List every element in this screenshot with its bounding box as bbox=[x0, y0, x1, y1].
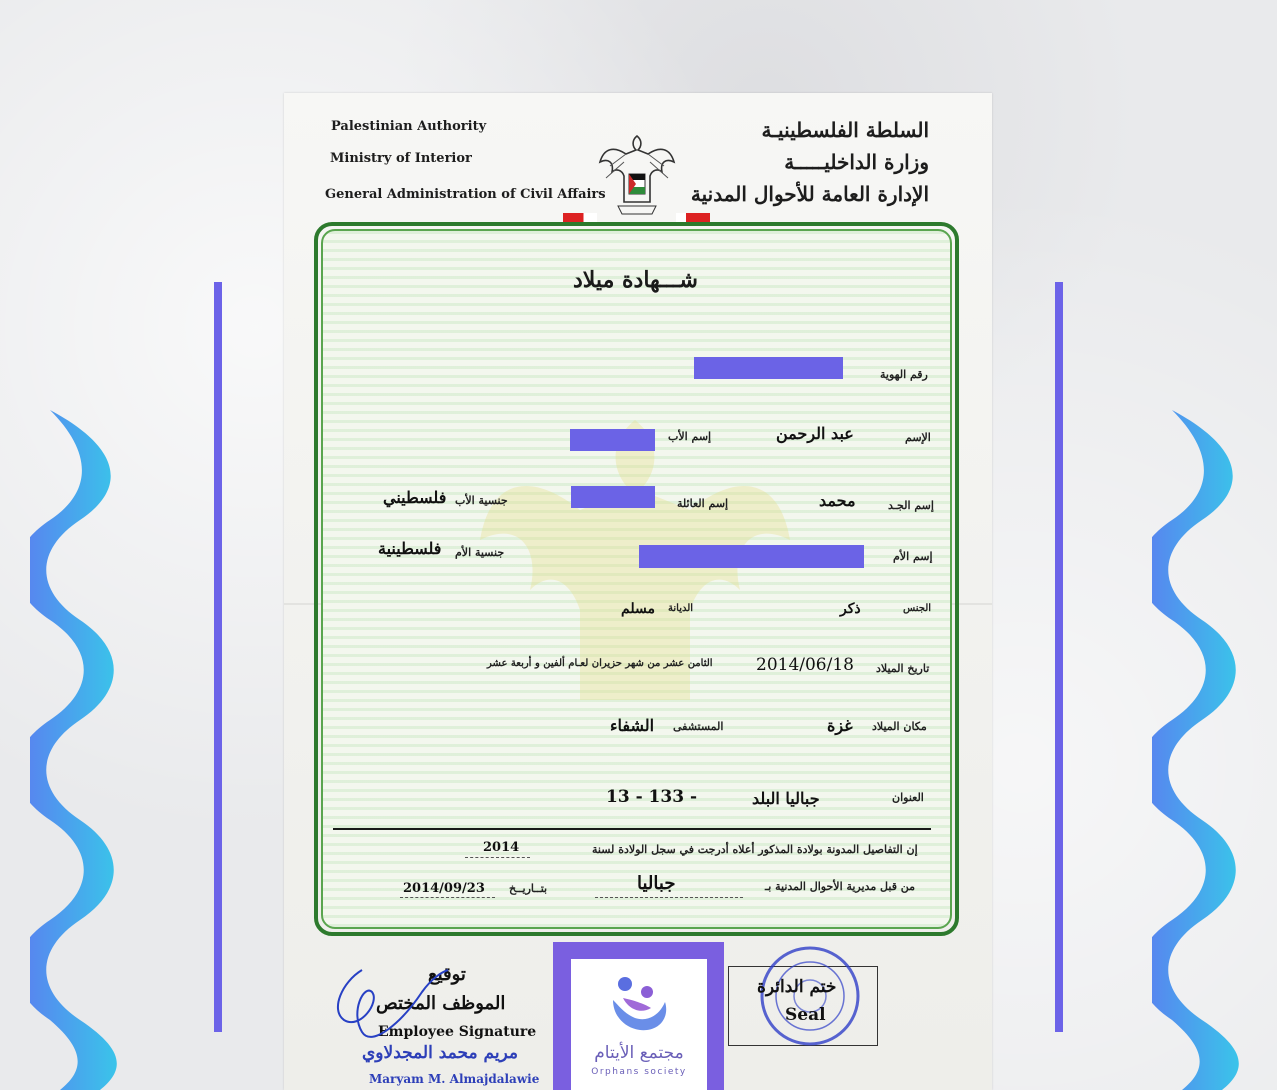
dob-label: تاريخ الميلاد bbox=[876, 662, 930, 675]
right-accent-bar bbox=[1055, 282, 1063, 1032]
footer-date: 2014/09/23 bbox=[403, 881, 485, 896]
name-label: الإسم bbox=[905, 431, 931, 444]
name-value: عبد الرحمن bbox=[776, 424, 854, 443]
eagle-emblem-icon bbox=[596, 132, 678, 220]
mother-nationality-value: فلسطينية bbox=[378, 539, 442, 558]
family-name-label: إسم العائلة bbox=[677, 497, 729, 510]
religion-value: مسلم bbox=[621, 601, 655, 617]
footer-year: 2014 bbox=[483, 840, 520, 855]
header-ar-authority: السلطة الفلسطينيـة bbox=[761, 118, 929, 142]
signature-ar-role: الموظف المختص bbox=[376, 993, 506, 1014]
pob-label: مكان الميلاد bbox=[872, 720, 927, 733]
address-label: العنوان bbox=[892, 791, 924, 804]
religion-label: الديانة bbox=[668, 603, 694, 614]
orphans-society-name-en: Orphans society bbox=[591, 1067, 687, 1077]
handwritten-signature-icon bbox=[332, 962, 452, 1052]
id-number-redaction bbox=[694, 357, 843, 379]
dob-value: 2014/06/18 bbox=[756, 655, 854, 675]
mother-nationality-label: جنسية الأم bbox=[455, 546, 505, 559]
family-name-redaction bbox=[571, 486, 655, 508]
dob-words: الثامن عشر من شهر حزيران لعـام ألفين و أربعة عشر bbox=[487, 658, 713, 669]
grandfather-label: إسم الجـد bbox=[888, 499, 934, 512]
father-nationality-value: فلسطيني bbox=[383, 488, 447, 507]
seal-en-label: Seal bbox=[785, 1005, 826, 1025]
header-en-ministry: Ministry of Interior bbox=[330, 151, 472, 166]
hospital-value: الشفاء bbox=[610, 716, 655, 735]
father-name-redaction bbox=[570, 429, 655, 451]
father-nationality-label: جنسية الأب bbox=[455, 494, 508, 507]
footer-date-label: بتــاريــخ bbox=[509, 882, 548, 895]
watermark-emblem-icon bbox=[470, 400, 800, 740]
footer-place-underline bbox=[595, 897, 743, 898]
employee-name-ar: مريم محمد المجدلاوي bbox=[362, 1043, 519, 1063]
footer-year-underline bbox=[465, 857, 530, 858]
header-en-administration: General Administration of Civil Affairs bbox=[325, 187, 606, 202]
address-value: جباليا البلد bbox=[752, 789, 820, 808]
mother-name-label: إسم الأم bbox=[893, 550, 933, 563]
orphans-society-name-ar: مجتمع الأيتام bbox=[594, 1043, 684, 1063]
footer-place: جباليا bbox=[637, 873, 676, 894]
header-en-authority: Palestinian Authority bbox=[331, 119, 487, 134]
divider-rule bbox=[333, 828, 931, 830]
right-wave-decoration bbox=[1152, 410, 1247, 1090]
footer-directorate-text: من قبل مديرية الأحوال المدنية بـ bbox=[765, 880, 916, 893]
certificate-title: شـــهادة ميلاد bbox=[573, 267, 698, 293]
mother-name-redaction bbox=[639, 545, 864, 568]
seal-ar-label: ختم الدائرة bbox=[757, 977, 837, 997]
footer-registry-text: إن التفاصيل المدونة بولادة المذكور أعلاه أدرجت في سجل الولادة لسنة bbox=[592, 843, 918, 856]
orphans-society-logo-icon bbox=[603, 970, 673, 1038]
left-accent-bar bbox=[214, 282, 222, 1032]
id-number-label: رقم الهوية bbox=[880, 368, 928, 381]
footer-date-underline bbox=[400, 897, 495, 898]
grandfather-value: محمد bbox=[819, 491, 856, 510]
address-number: 13 - 133 - bbox=[606, 787, 698, 807]
left-wave-decoration bbox=[30, 410, 125, 1090]
father-name-label: إسم الأب bbox=[668, 430, 712, 443]
sex-value: ذكر bbox=[840, 601, 861, 617]
employee-name-en: Maryam M. Almajdalawie bbox=[369, 1072, 540, 1086]
sex-label: الجنس bbox=[903, 603, 932, 614]
signature-ar-title: توقيع bbox=[428, 964, 466, 985]
pob-value: غزة bbox=[827, 716, 853, 735]
header-ar-administration: الإدارة العامة للأحوال المدنية bbox=[690, 182, 929, 206]
signature-en-label: Employee Signature bbox=[378, 1024, 537, 1040]
hospital-label: المستشفى bbox=[673, 720, 724, 733]
header-ar-ministry: وزارة الداخليـــــة bbox=[784, 150, 929, 174]
